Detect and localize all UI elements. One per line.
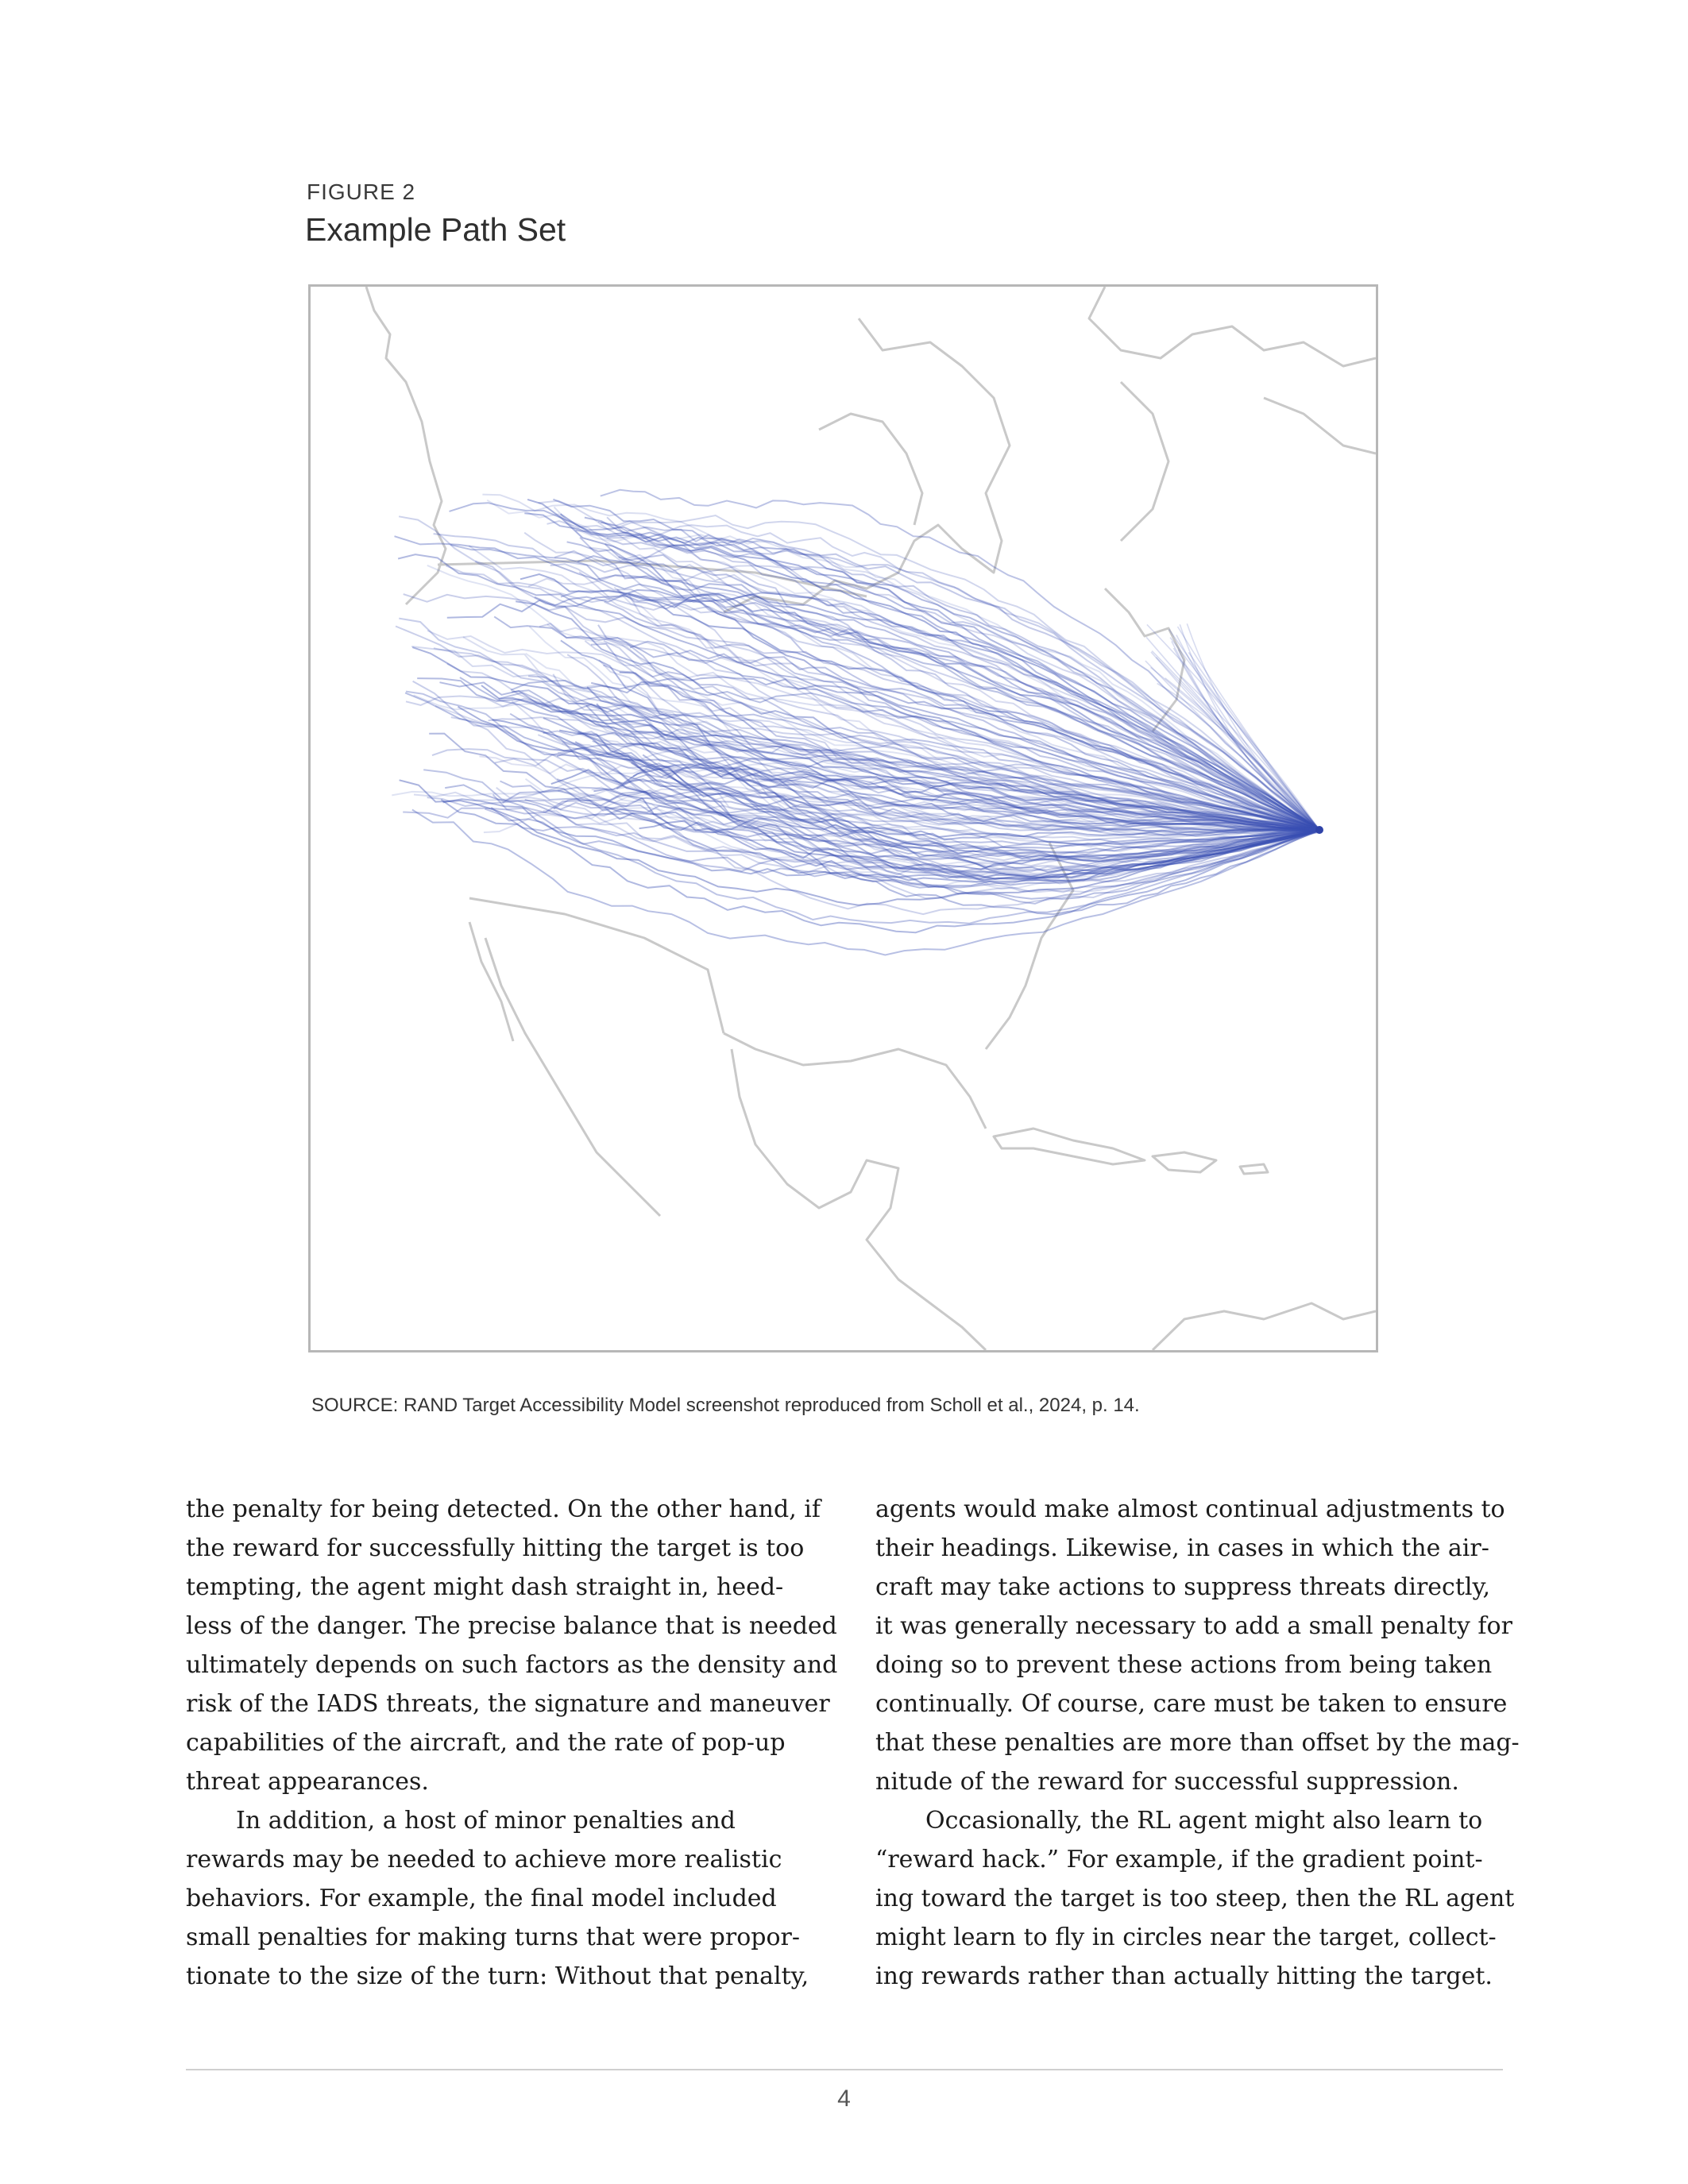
paragraph-4 [875,1801,1515,1996]
flight-path [1180,624,1319,830]
text-line: it was generally necessary to add a small penalty for [875,1612,1512,1640]
paragraph-3 [875,1490,1520,1801]
text-line: craft may take actions to suppress threats directly, [875,1573,1490,1601]
text-line: might learn to fly in circles near the target, collect- [875,1924,1497,1951]
text-line: agents would make almost continual adjustments to [875,1495,1505,1523]
text-line: rewards may be needed to achieve more realistic [186,1846,782,1873]
figure-source: SOURCE: RAND Target Accessibility Model screenshot reproduced from Scholl et al., 2024, p. 14. [311,1395,1140,1416]
text-line: small penalties for making turns that were propor- [186,1924,800,1951]
text-line: behaviors. For example, the final model included [186,1885,777,1912]
footer-rule [186,2069,1503,2070]
text-line: the penalty for being detected. On the other hand, if [186,1495,821,1523]
text-line: their headings. Likewise, in cases in which the air- [875,1534,1489,1562]
flight-paths [392,490,1319,955]
text-line: In addition, a host of minor penalties and [236,1807,736,1835]
text-line: tionate to the size of the turn: Without that penalty, [186,1962,809,1990]
text-line: doing so to prevent these actions from being taken [875,1651,1493,1679]
text-line: threat appearances. [186,1768,429,1796]
text-line: “reward hack.” For example, if the gradient point- [875,1846,1483,1873]
paragraph-2 [186,1801,821,1996]
text-line: that these penalties are more than offset by the mag- [875,1729,1520,1757]
text-line: less of the danger. The precise balance that is needed [186,1612,837,1640]
figure-label: FIGURE 2 [307,179,416,204]
text-column-left [186,1490,838,1996]
page-number: 4 [837,2086,851,2112]
text-line: the reward for successfully hitting the target is too [186,1534,805,1562]
text-line: capabilities of the aircraft, and the rate of pop-up [186,1729,786,1757]
text-line: ultimately depends on such factors as the density and [186,1651,838,1679]
text-line: ing toward the target is too steep, then the RL agent [875,1885,1515,1912]
text-line: Occasionally, the RL agent might also learn to [925,1807,1483,1835]
text-column-right [875,1490,1520,1996]
map-svg [311,287,1376,1350]
text-line: continually. Of course, care must be taken to ensure [875,1690,1508,1718]
figure-title: Example Path Set [305,211,566,248]
path-set-map [308,284,1378,1352]
text-line: tempting, the agent might dash straight in, heed- [186,1573,784,1601]
text-line: ing rewards rather than actually hitting the target. [875,1962,1493,1990]
paragraph-1 [186,1490,838,1801]
text-line: nitude of the reward for successful suppression. [875,1768,1459,1796]
target-point [1315,826,1323,834]
text-line: risk of the IADS threats, the signature and maneuver [186,1690,830,1718]
